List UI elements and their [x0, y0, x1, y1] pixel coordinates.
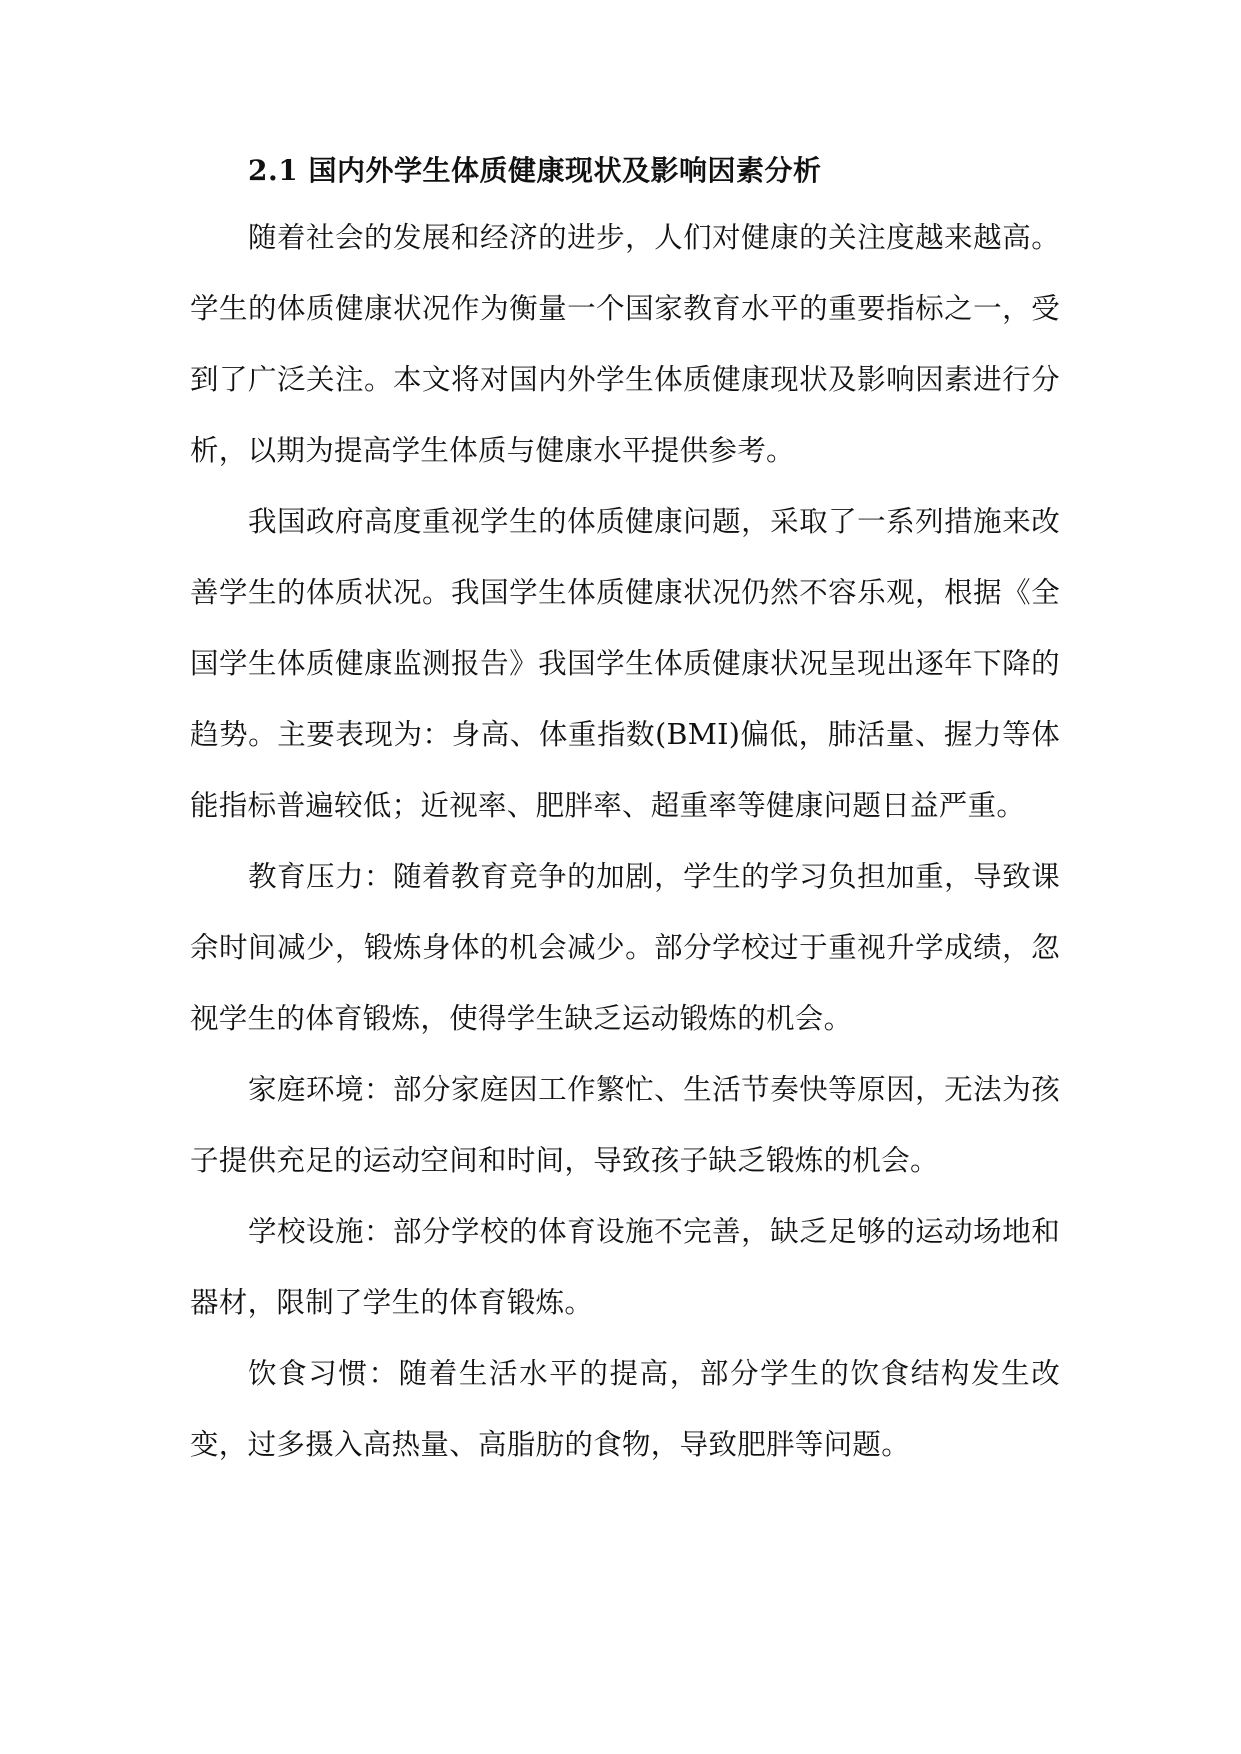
- paragraph-domestic-status: 我国政府高度重视学生的体质健康问题，采取了一系列措施来改善学生的体质状况。我国学生体质健康状况仍然不容乐观，根据《全国学生体质健康监测报告》我国学生体质健康状况呈现出逐年下降的趋势。主要表现为：身高、体重指数(BMI)偏低，肺活量、握力等体能指标普遍较低；近视率、肥胖率、超重率等健康问题日益严重。: [190, 505, 1060, 822]
- paragraph-school-facilities: 学校设施：部分学校的体育设施不完善，缺乏足够的运动场地和器材，限制了学生的体育锻炼。: [190, 1215, 1060, 1319]
- paragraph-family-environment: 家庭环境：部分家庭因工作繁忙、生活节奏快等原因，无法为孩子提供充足的运动空间和时间，导致孩子缺乏锻炼的机会。: [190, 1073, 1060, 1177]
- document-body: [190, 140, 1060, 1480]
- paragraph-intro: 随着社会的发展和经济的进步，人们对健康的关注度越来越高。学生的体质健康状况作为衡量一个国家教育水平的重要指标之一，受到了广泛关注。本文将对国内外学生体质健康现状及影响因素进行分析，以期为提高学生体质与健康水平提供参考。: [190, 221, 1060, 467]
- section-heading: 2.1 国内外学生体质健康现状及影响因素分析: [248, 154, 822, 187]
- paragraph-education-pressure: 教育压力：随着教育竞争的加剧，学生的学习负担加重，导致课余时间减少，锻炼身体的机会减少。部分学校过于重视升学成绩，忽视学生的体育锻炼，使得学生缺乏运动锻炼的机会。: [190, 860, 1060, 1035]
- paragraph-diet-habits: 饮食习惯：随着生活水平的提高，部分学生的饮食结构发生改变，过多摄入高热量、高脂肪的食物，导致肥胖等问题。: [190, 1357, 1060, 1461]
